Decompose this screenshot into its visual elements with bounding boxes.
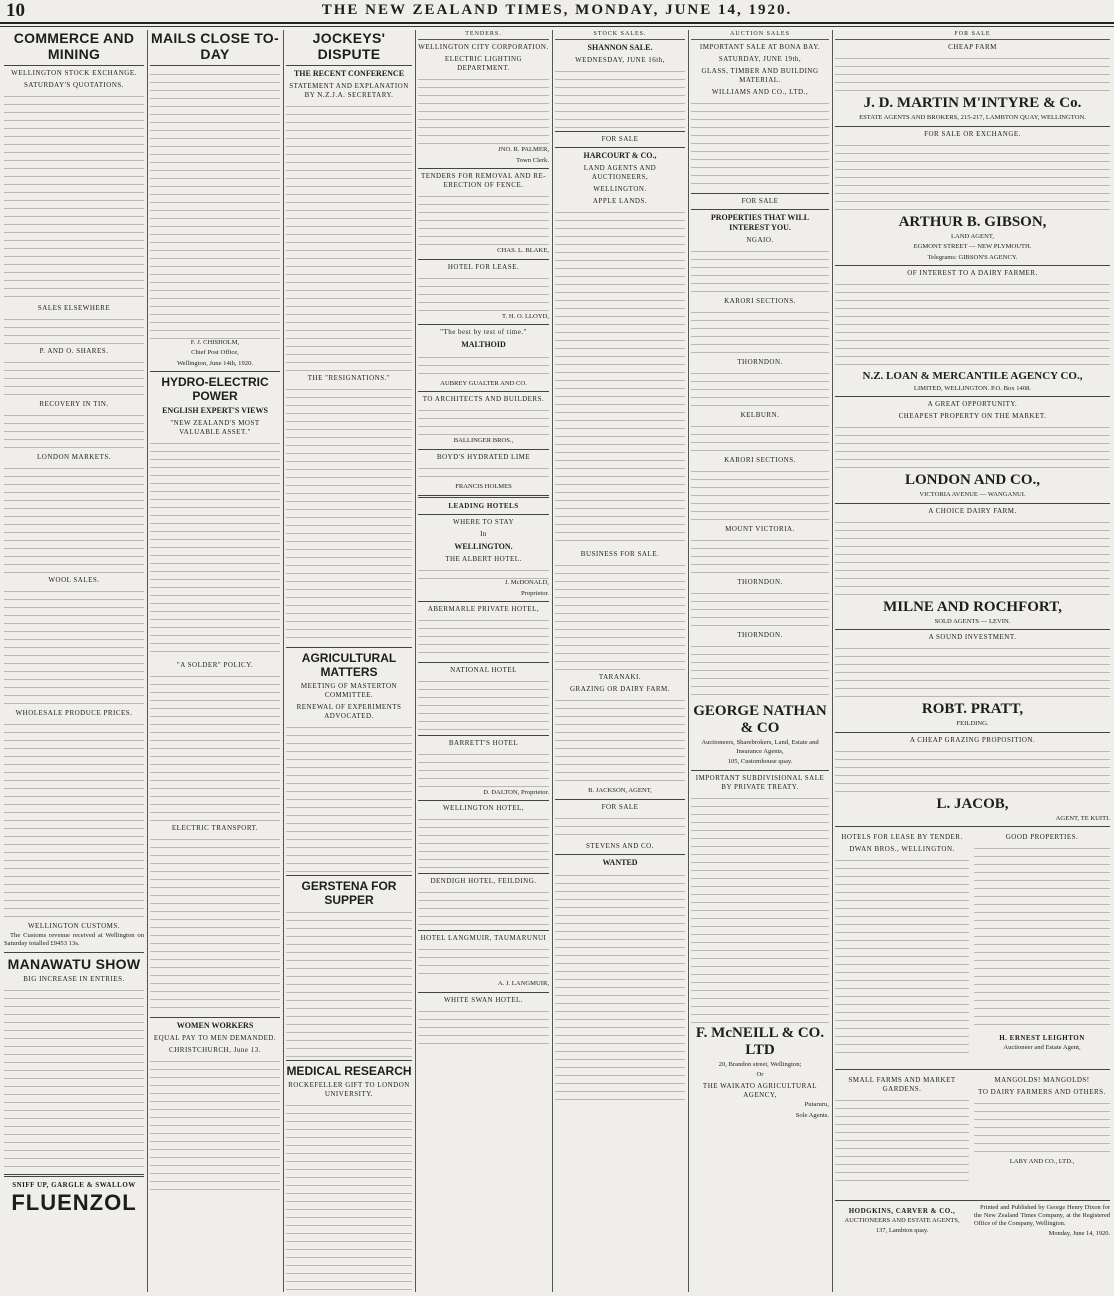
- text-block: [835, 746, 1110, 794]
- subheading-valuable-asset: "NEW ZEALAND'S MOST VALUABLE ASSET.": [170, 419, 260, 437]
- shannon-date: WEDNESDAY, JUNE 16th,: [575, 56, 665, 65]
- advertiser-aubrey: AUBREY GUALTER AND CO.: [440, 380, 527, 388]
- subheading-christchurch: CHRISTCHURCH, June 13.: [169, 1046, 261, 1055]
- heading-thorndon: THORNDON.: [737, 358, 783, 367]
- text-block: [418, 887, 549, 927]
- advertiser-robt-pratt: ROBT. PRATT,: [921, 701, 1024, 718]
- heading-white-swan: WHITE SWAN HOTEL.: [443, 995, 524, 1004]
- column-rule: [415, 30, 416, 1292]
- column-mails: [150, 30, 280, 1292]
- text-block: [691, 588, 829, 628]
- subheading-london-markets: LONDON MARKETS.: [37, 453, 111, 461]
- heading-business-for-sale: BUSINESS FOR SALE.: [580, 550, 660, 559]
- jacob-place: AGENT, TE KUITI.: [1055, 814, 1110, 822]
- harcourt-sub: LAND AGENTS AND AUCTIONEERS,: [583, 164, 657, 182]
- subheading-recovery-in-tin: RECOVERY IN TIN.: [39, 400, 109, 408]
- advertiser-leighton: H. ERNEST LEIGHTON: [999, 1034, 1085, 1043]
- text-block: [691, 466, 829, 522]
- text-block: [418, 615, 549, 659]
- heading-hydro-electric: HYDRO-ELECTRIC POWER: [161, 375, 269, 404]
- leighton-description: Auctioneer and Estate Agent,: [1003, 1044, 1081, 1052]
- text-block: [4, 314, 144, 344]
- column-stock-sales: [555, 30, 685, 1292]
- heading-commerce-and-mining: COMMERCE AND MINING: [13, 30, 135, 62]
- text-block: [418, 352, 549, 380]
- heading-dendigh: DENDIGH HOTEL, FEILDING.: [430, 877, 537, 886]
- text-block: [286, 1100, 412, 1292]
- heading-fence: TENDERS FOR REMOVAL AND RE-ERECTION OF FENCE.: [420, 172, 547, 190]
- label-for-sale: FOR SALE: [741, 197, 779, 206]
- text-block: [835, 140, 1110, 212]
- nathan-address: 105, Customhouse quay.: [727, 758, 793, 766]
- text-block: [691, 641, 829, 701]
- customs-text: The Customs revenue received at Wellington on Saturday totalled £9453 13s.: [4, 932, 144, 948]
- text-block: [4, 357, 144, 397]
- heading-dairy-farmer: OF INTEREST TO A DAIRY FARMER.: [907, 269, 1038, 278]
- advertiser-nz-loan: N.Z. LOAN & MERCANTILE AGENCY CO.,: [862, 370, 1083, 383]
- heading-ngaio: NGAIO.: [746, 236, 774, 245]
- heading-dwan-bros: DWAN BROS., WELLINGTON.: [849, 845, 955, 854]
- heading-thorndon-3: THORNDON.: [737, 631, 783, 640]
- waikato-sole-agents: Sole Agents.: [795, 1111, 829, 1119]
- heading-shannon-sale: SHANNON SALE.: [587, 43, 653, 53]
- heading-dairy-farmers-others: TO DAIRY FARMERS AND OTHERS.: [978, 1088, 1106, 1097]
- pratt-place: FEILDING.: [956, 720, 989, 728]
- heading-thorndon-2: THORNDON.: [737, 578, 783, 587]
- text-block: [691, 535, 829, 575]
- text-block: [974, 843, 1110, 1031]
- subheading-masterton: MEETING OF MASTERTON COMMITTEE.: [300, 682, 398, 699]
- heading-taranaki: TARANAKI.: [598, 673, 642, 682]
- hodgkins-description: AUCTIONEERS AND ESTATE AGENTS,: [844, 1217, 960, 1225]
- advertiser-hodgkins: HODGKINS, CARVER & CO.,: [848, 1207, 956, 1216]
- proprietor-label: Proprietor.: [520, 589, 549, 597]
- gibson-land-agent: LAND AGENT,: [950, 232, 995, 240]
- small-farms-column: [835, 1073, 969, 1183]
- text-block: [555, 870, 685, 1100]
- heading-wellington: WELLINGTON.: [454, 542, 513, 552]
- text-block: [418, 676, 549, 732]
- heading-mount-victoria: MOUNT VICTORIA.: [725, 525, 795, 534]
- heading-abermarle: ABERMARLE PRIVATE HOTEL,: [427, 605, 540, 614]
- signature-blake: CHAS. L. BLAKE,: [497, 247, 549, 255]
- two-column-ads: [835, 1204, 1110, 1264]
- slogan-best-by-test: "The best by test of time.": [440, 328, 527, 337]
- advertiser-stevens: STEVENS AND CO.: [586, 841, 654, 850]
- column-rule: [688, 30, 689, 1292]
- heading-barretts: BARRETT'S HOTEL: [448, 739, 519, 748]
- subheading-equal-pay: EQUAL PAY TO MEN DEMANDED.: [153, 1034, 277, 1043]
- advertiser-arthur-gibson: ARTHUR B. GIBSON,: [898, 213, 1047, 230]
- heading-properties: PROPERTIES THAT WILL INTEREST YOU.: [710, 213, 810, 233]
- subheading-experiments: RENEWAL OF EXPERIMENTS ADVOCATED.: [296, 703, 402, 720]
- signature-office: Chief Post Office,: [191, 349, 239, 357]
- section-caption-for-sale: FOR SALE: [835, 30, 1110, 40]
- heading-grazing: GRAZING OR DAIRY FARM.: [569, 685, 671, 694]
- heading-glass-timber: GLASS, TIMBER AND BUILDING MATERIAL.: [701, 67, 819, 85]
- text-block: [555, 66, 685, 128]
- advertiser-l-jacob: L. JACOB,: [936, 795, 1009, 812]
- subheading-recent-conference: THE RECENT CONFERENCE: [293, 69, 405, 78]
- text-block: [835, 643, 1110, 699]
- page-number: 10: [6, 0, 25, 21]
- text-block: [835, 279, 1110, 367]
- text-block: [691, 98, 829, 190]
- agent-jackson: B. JACKSON, AGENT,: [588, 787, 652, 795]
- text-block: [555, 813, 685, 839]
- fluenzol-ad-tagline: SNIFF UP, GARGLE & SWALLOW: [12, 1180, 136, 1189]
- mangolds-column: [974, 1073, 1110, 1168]
- subheading-rockefeller: ROCKEFELLER GIFT TO LONDON UNIVERSITY.: [288, 1081, 410, 1098]
- text-block: [418, 749, 549, 789]
- text-block: [835, 422, 1110, 470]
- london-address: VICTORIA AVENUE — WANGANUI.: [919, 491, 1026, 499]
- two-column-ads: [835, 830, 1110, 1066]
- heading-good-properties: GOOD PROPERTIES.: [1005, 833, 1079, 842]
- advertiser-ballinger: BALLINGER BROS.,: [453, 437, 514, 445]
- gibson-telegrams: Telegrams: GIBSON'S AGENCY.: [927, 253, 1018, 261]
- subheading-big-increase: BIG INCREASE IN ENTRIES.: [23, 974, 125, 983]
- subheading-solder-policy: "A SOLDER" POLICY.: [176, 661, 254, 670]
- text-block: [974, 1098, 1110, 1158]
- advertiser-london-and-co: LONDON AND CO.,: [904, 472, 1040, 489]
- section-caption-auction-sales: AUCTION SALES: [691, 30, 829, 40]
- text-block: [286, 907, 412, 1057]
- label-or: Or: [756, 1071, 764, 1079]
- mail-schedule: [150, 69, 280, 339]
- printed-date: Monday, June 14, 1920.: [1048, 1230, 1110, 1238]
- subheading-wellington-customs: WELLINGTON CUSTOMS.: [27, 922, 121, 930]
- text-block: [150, 834, 280, 1014]
- heading-kelburn: KELBURN.: [740, 411, 780, 420]
- heading-malthoid: MALTHOID: [461, 340, 506, 350]
- subheading-english-expert: ENGLISH EXPERT'S VIEWS: [162, 406, 268, 416]
- subheading-statement: STATEMENT AND EXPLANATION BY N.Z.J.A. SECRETARY.: [289, 82, 409, 99]
- label-for-sale: FOR SALE: [601, 135, 639, 144]
- advertiser-george-nathan: GEORGE NATHAN & CO: [693, 703, 827, 737]
- subheading-wool-sales: WOOL SALES.: [48, 576, 100, 584]
- text-block: [286, 384, 412, 644]
- text-block: [150, 1056, 280, 1196]
- harcourt-city: WELLINGTON.: [593, 185, 647, 194]
- advertiser-martin-mcintyre: J. D. MARTIN M'INTYRE & Co.: [863, 95, 1082, 112]
- advertiser-holmes: FRANCIS HOLMES: [455, 482, 512, 490]
- heading-cheap-grazing: A CHEAP GRAZING PROPOSITION.: [909, 735, 1036, 744]
- gibson-address: EGMONT STREET — NEW PLYMOUTH.: [913, 243, 1032, 251]
- proprietor-langmuir: A. J. LANGMUIR,: [497, 980, 549, 988]
- section-caption-stock-sales: STOCK SALES.: [555, 30, 685, 40]
- heading-cheapest-property: CHEAPEST PROPERTY ON THE MARKET.: [898, 412, 1047, 421]
- column-auction-sales: [691, 30, 829, 1292]
- heading-wellington-hotel: WELLINGTON HOTEL,: [442, 804, 525, 813]
- heading-subdivisional-sale: IMPORTANT SUBDIVISIONAL SALE BY PRIVATE TREATY.: [695, 773, 825, 791]
- text-block: [150, 438, 280, 658]
- column-rule: [147, 30, 148, 1292]
- text-block: [835, 1095, 969, 1183]
- heading-apple-lands: APPLE LANDS.: [592, 197, 648, 206]
- heading-wcc: WELLINGTON CITY CORPORATION.: [418, 43, 549, 52]
- heading-karori: KARORI SECTIONS.: [724, 297, 796, 306]
- text-block: [418, 74, 549, 146]
- section-caption-tenders: TENDERS.: [418, 30, 549, 40]
- text-block: [418, 814, 549, 870]
- subheading-electric-lighting: ELECTRIC LIGHTING DEPARTMENT.: [444, 55, 523, 73]
- text-block: [418, 463, 549, 483]
- printed-published: Printed and Published by George Henry Dixon for the New Zealand Times Company, at the Registered Office of the Company, Wellington.: [974, 1204, 1110, 1228]
- label-in: In: [480, 530, 487, 539]
- heading-langmuir: HOTEL LANGMUIR, TAUMARUNUI: [420, 934, 547, 943]
- column-for-sale: [835, 30, 1110, 1292]
- column-rule: [552, 30, 553, 1292]
- text-block: [4, 410, 144, 450]
- proprietor-mcdonald: J. McDONALD,: [504, 579, 549, 587]
- text-block: [835, 53, 1110, 93]
- subheading-stock-exchange: WELLINGTON STOCK EXCHANGE.: [11, 69, 137, 77]
- masthead: [0, 0, 1114, 24]
- advertiser-milne-rochfort: MILNE AND ROCHFORT,: [883, 598, 1062, 615]
- mcneill-address: 20, Brandon street, Wellington;: [718, 1060, 802, 1068]
- masthead-rule: [0, 26, 1114, 27]
- text-block: [555, 207, 685, 547]
- subheading-sales-elsewhere: SALES ELSEWHERE: [37, 304, 111, 312]
- stock-quotation-table: [4, 91, 144, 301]
- column-rule: [283, 30, 284, 1292]
- nathan-description: Auctioneers, Sharebrokers, Land, Estate and Insurance Agents,: [701, 739, 819, 755]
- text-block: [691, 421, 829, 453]
- heading-hotels-for-lease: HOTELS FOR LEASE BY TENDER.: [841, 833, 963, 842]
- heading-hotel-lease: HOTEL FOR LEASE.: [447, 262, 520, 271]
- heading-wanted: WANTED: [602, 857, 638, 867]
- advertiser-waikato: THE WAIKATO AGRICULTURAL AGENCY,: [702, 1082, 818, 1100]
- text-block: [418, 565, 549, 579]
- heading-national-hotel: NATIONAL HOTEL: [450, 666, 517, 675]
- signature-name: F. J. CHISHOLM,: [190, 339, 240, 346]
- newspaper-title: THE NEW ZEALAND TIMES, MONDAY, JUNE 14, 1920.: [321, 2, 793, 18]
- heading-where-to-stay: WHERE TO STAY: [452, 518, 515, 527]
- milne-address: SOLD AGENTS — LEVIN.: [934, 617, 1011, 625]
- heading-cheap-farm: CHEAP FARM: [948, 43, 997, 52]
- fluenzol-ad-name: FLUENZOL: [11, 1189, 137, 1215]
- signature-lloyd: T. H. O. LLOYD,: [502, 312, 549, 320]
- heading-leading-hotels: LEADING HOTELS: [448, 502, 519, 511]
- label-for-sale-2: FOR SALE: [601, 802, 639, 811]
- heading-albert-hotel: THE ALBERT HOTEL.: [445, 555, 522, 564]
- heading-mangolds: MANGOLDS! MANGOLDS!: [994, 1076, 1090, 1085]
- text-block: [418, 191, 549, 247]
- text-block: [286, 101, 412, 371]
- heading-manawatu-show: MANAWATU SHOW: [7, 955, 141, 972]
- text-block: [555, 695, 685, 787]
- hodgkins-address: 137, Lambton quay.: [875, 1227, 929, 1235]
- publication-imprint: [974, 1204, 1110, 1240]
- heading-harcourt: HARCOURT & CO.,: [583, 151, 657, 161]
- heading-architects: TO ARCHITECTS AND BUILDERS.: [422, 395, 545, 404]
- advertiser-williams: WILLIAMS AND CO., LTD.,: [711, 88, 809, 97]
- heading-boyds-lime: BOYD'S HYDRATED LIME: [436, 452, 531, 461]
- column-jockeys: [286, 30, 412, 1292]
- heading-jockeys-dispute: JOCKEYS' DISPUTE: [312, 30, 386, 62]
- text-block: [418, 944, 549, 980]
- column-rule: [832, 30, 833, 1292]
- column-commerce: [4, 30, 144, 1292]
- hotels-ads-column: [835, 830, 969, 1055]
- text-block: [555, 560, 685, 670]
- proprietor-dalton: D. DALTON, Proprietor.: [483, 789, 549, 797]
- heading-medical-research: MEDICAL RESEARCH: [286, 1064, 412, 1078]
- martin-description: ESTATE AGENTS AND BROKERS, 215-217, LAMBTON QUAY, WELLINGTON.: [859, 114, 1086, 122]
- signature-palmer: JNO. R. PALMER,: [498, 146, 549, 154]
- two-column-ads: [835, 1073, 1110, 1197]
- heading-women-workers: WOMEN WORKERS: [176, 1021, 254, 1031]
- heading-small-farms: SMALL FARMS AND MARKET GARDENS.: [848, 1076, 956, 1094]
- heading-gerstena: GERSTENA FOR SUPPER: [301, 879, 397, 907]
- text-block: [835, 855, 969, 1055]
- text-block: [150, 671, 280, 821]
- subheading-resignations: THE "RESIGNATIONS.": [307, 374, 391, 382]
- text-block: [835, 517, 1110, 597]
- signature-town-clerk: Town Clerk.: [516, 156, 549, 164]
- subheading-wholesale-produce: WHOLESALE PRODUCE PRICES.: [15, 709, 133, 717]
- subheading-p-and-o-shares: P. AND O. SHARES.: [39, 347, 109, 355]
- text-block: [4, 985, 144, 1170]
- good-properties-column: [974, 830, 1110, 1054]
- text-block: [418, 1006, 549, 1046]
- heading-sale-or-exchange: FOR SALE OR EXCHANGE.: [924, 129, 1021, 138]
- column-tenders: [418, 30, 549, 1292]
- text-block: [418, 405, 549, 437]
- heading-bona-bay: IMPORTANT SALE AT BONA BAY.: [699, 43, 821, 52]
- heading-choice-dairy: A CHOICE DAIRY FARM.: [928, 506, 1017, 515]
- text-block: [691, 368, 829, 408]
- text-block: [286, 722, 412, 872]
- heading-agricultural-matters: AGRICULTURAL MATTERS: [301, 651, 397, 679]
- text-block: [4, 463, 144, 573]
- nzloan-address: LIMITED, WELLINGTON. P.O. Box 1408.: [913, 385, 1032, 393]
- hodgkins-column: [835, 1204, 969, 1238]
- heading-mails-close: MAILS CLOSE TO-DAY: [151, 30, 279, 62]
- signature-date: Wellington, June 14th, 1920.: [176, 359, 254, 367]
- advertiser-mcneill: F. McNEILL & CO. LTD: [695, 1024, 825, 1058]
- heading-karori-2: KARORI SECTIONS.: [724, 456, 796, 465]
- advertiser-laby: LABY AND CO., LTD.,: [1009, 1158, 1075, 1166]
- subheading-saturday-quotations: SATURDAY'S QUOTATIONS.: [23, 81, 125, 89]
- heading-sound-investment: A SOUND INVESTMENT.: [928, 633, 1017, 642]
- subheading-electric-transport: ELECTRIC TRANSPORT.: [171, 824, 259, 833]
- text-block: [4, 719, 144, 919]
- text-block: [4, 586, 144, 706]
- text-block: [691, 246, 829, 294]
- waikato-place: Putaruru,: [804, 1101, 829, 1109]
- text-block: [418, 273, 549, 313]
- text-block: [691, 793, 829, 1023]
- heading-great-opportunity: A GREAT OPPORTUNITY.: [927, 400, 1018, 409]
- text-block: [691, 307, 829, 355]
- bona-date: SATURDAY, JUNE 19th,: [718, 55, 802, 64]
